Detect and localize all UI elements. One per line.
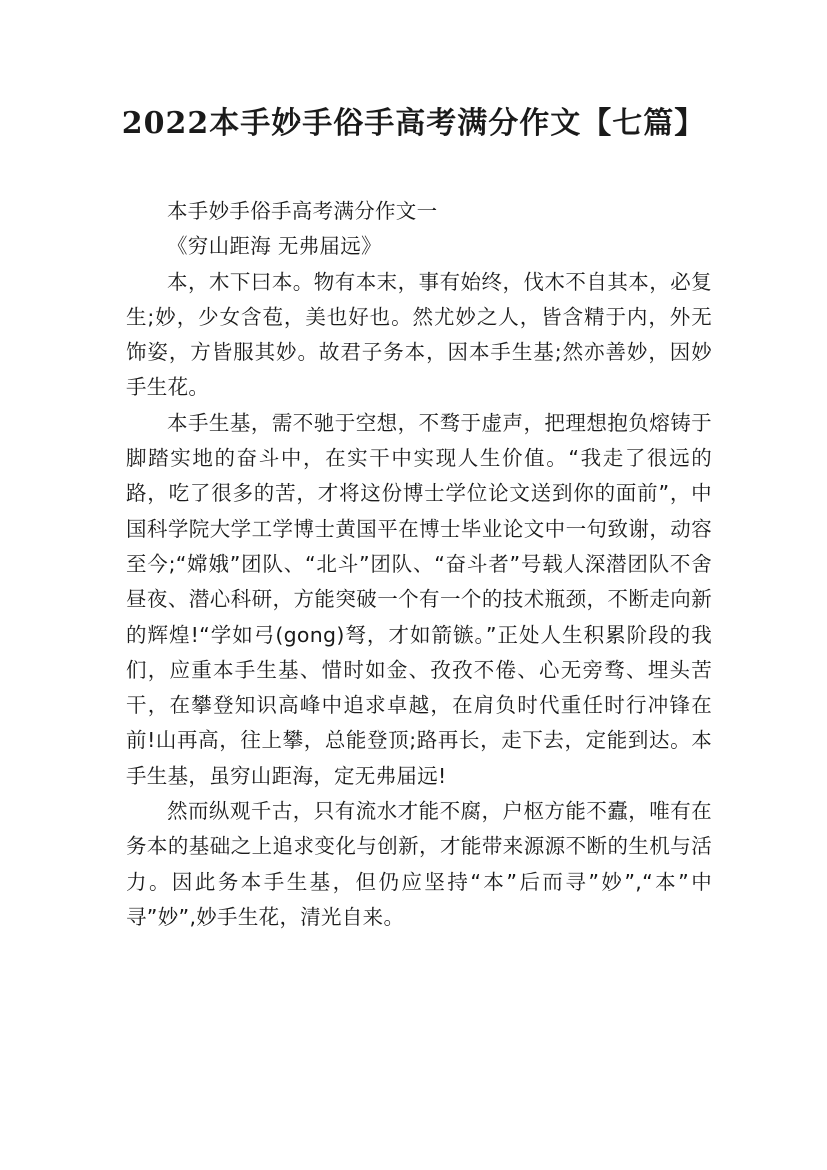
essay-paragraph-1: 本，木下曰本。物有本末，事有始终，伐木不自其本，必复生;妙，少女含苞，美也好也。然尤妙之人，皆含精于内，外无饰姿，方皆服其妙。故君子务本，因本手生基;然亦善妙，因妙手生花。 bbox=[126, 269, 712, 400]
document-title: 2022本手妙手俗手高考满分作文【七篇】 bbox=[121, 106, 706, 141]
essay-paragraph-2: 本手生基，需不驰于空想，不骛于虚声，把理想抱负熔铸于脚踏实地的奋斗中，在实干中实现人生价值。“我走了很远的路，吃了很多的苦，才将这份博士学位论文送到你的面前”，中国科学院大学工学博士黄国平在博士毕业论文中一句致谢，动容至今;“嫦娥”团队、“北斗”团队、“奋斗者”号载人深潜团队不舍昼夜、潜心科研，方能突破一个有一个的技术瓶颈，不断走向新的辉煌!“学如弓(gong)弩，才如箭镞。”正处人生积累阶段的我们，应重本手生基、惜时如金、孜孜不倦、心无旁骛、埋头苦干，在攀登知识高峰中追求卓越，在肩负时代重任时行冲锋在前!山再高，往上攀，总能登顶;路再长，走下去，定能到达。本手生基，虽穷山距海，定无弗届远! bbox=[126, 410, 712, 788]
essay-body bbox=[126, 194, 712, 935]
essay-title: 《穷山距海 无弗届远》 bbox=[167, 234, 382, 259]
essay-paragraph-3: 然而纵观千古，只有流水才能不腐，户枢方能不蠹，唯有在务本的基础之上追求变化与创新，才能带来源源不断的生机与活力。因此务本手生基，但仍应坚持“本”后而寻”妙”,“本”中寻”妙”,妙手生花，清光自来。 bbox=[126, 799, 712, 929]
section-heading: 本手妙手俗手高考满分作文一 bbox=[167, 199, 438, 223]
